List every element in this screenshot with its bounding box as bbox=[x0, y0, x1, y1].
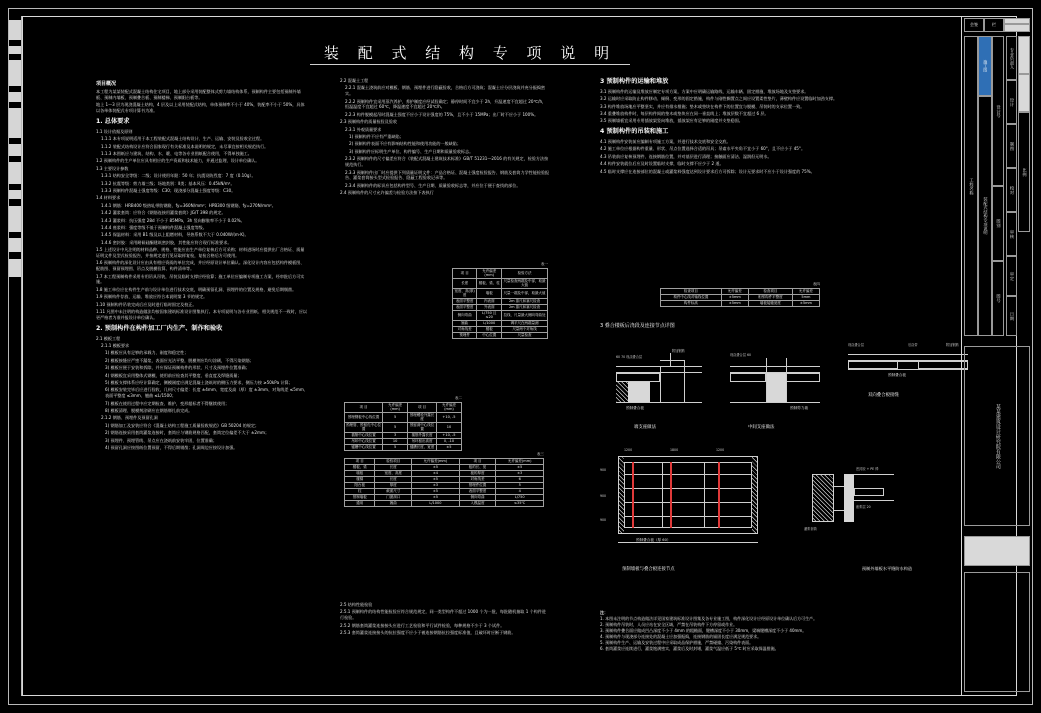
c2-item-7: 2) 预制构件表面不应有影响结构性能和使用功能的一般缺陷； bbox=[349, 141, 461, 147]
table-one bbox=[452, 268, 548, 339]
c2-item-15: 2.5.2 钢筋套筒灌浆连接接头应进行工艺检验和平行试件检验，每种规格不少于 3 个试件。 bbox=[340, 622, 505, 628]
table-row: 宽度、高(厚)度 墙板 尺量一端及中部，取最大值 bbox=[453, 288, 548, 298]
tb-blue-tag: 施工图 bbox=[978, 36, 992, 96]
tb-row-project: 工程名称 bbox=[964, 36, 978, 336]
c2-item-0: 2.2 混凝土工程 bbox=[340, 78, 369, 83]
c1-item-12: 1.4.3 灌浆料：抗压强度 28d 不小于 85MPa，3h 竖向膨胀率不小于 0.02%。 bbox=[101, 217, 245, 223]
tb-fill-2 bbox=[1018, 74, 1030, 112]
plan-caption: 预制墙板与叠合板连接节点 bbox=[622, 567, 675, 572]
heading-transport-storage: 3 预制构件的运输和堆放 bbox=[600, 78, 669, 85]
c2-item-1: 2.2.1 混凝土浇筑前应对模板、钢筋、预埋件进行隐蔽验收，合格后方可浇筑；混凝土应分层浇筑并充分振捣密实。 bbox=[345, 85, 546, 97]
c1b-item-4: 3) 模板应便于安装和拆除，并应保证预制构件的形状、尺寸及预埋件位置准确； bbox=[105, 365, 250, 371]
detail-two-way-seam: 现浇叠合层 后浇带 附加钢筋 预制叠合板 bbox=[846, 336, 976, 384]
c1b-item-6: 5) 模板支撑体系应经计算确定，侧模刚度应满足混凝土浇筑时的侧压力要求，侧压力按 ≥50kPa 计算； bbox=[105, 379, 293, 385]
overview-heading: 项目概况 bbox=[96, 80, 117, 87]
c1b-item-13: 3) 预埋件、预埋管线、吊点应在浇筑前安装牢固，位置准确； bbox=[105, 437, 217, 443]
c2-item-6: 1) 预制构件不应有严重缺陷； bbox=[349, 134, 404, 140]
table-three bbox=[344, 458, 544, 507]
c2-item-14: 2.5.1 预制构件的结构性能检验应符合规范规定，同一类型构件不超过 1000 个为一批，每批随机抽取 1 个构件进行检验。 bbox=[340, 609, 546, 621]
title-block bbox=[961, 16, 1033, 696]
tb-extra bbox=[964, 572, 1030, 692]
overview-para-1: 本工程为某某装配式混凝土结构住宅项目，地上部分采用装配整体式剪力墙结构体系，预制构件主要包括预制外墙板、预制内墙板、预制叠合板、预制楼梯、预制阳台板等。 bbox=[96, 89, 301, 100]
c1-item-19: 1.8 施工单位应在构件生产前与设计单位进行技术交底，明确预留孔洞、预埋件的位置及规格，避免后期剔凿。 bbox=[96, 286, 297, 292]
c2-item-5: 2.3.1 外观质量要求 bbox=[345, 126, 382, 132]
c1-item-13: 1.4.4 座浆料：强度等级不低于预制构件混凝土强度等级。 bbox=[101, 225, 207, 231]
detail-b-caption: 中间支座做法 bbox=[748, 425, 775, 430]
table-row: 侧向弯曲 L/750 且 ≤20 拉线、尺量最大侧向弯曲处 bbox=[453, 310, 548, 320]
heading-general-requirements: 1. 总体要求 bbox=[96, 117, 130, 125]
c2-item-13: 2.5 结构性能检验 bbox=[340, 602, 373, 607]
t3-h1: 检验项目 bbox=[375, 458, 412, 464]
c1-item-0: 1.1 设计依据及原则 bbox=[96, 128, 133, 134]
notes-title: 注： bbox=[600, 610, 608, 615]
t2-h0: 项 目 bbox=[345, 402, 383, 412]
table-row: 长度 楼板、梁、柱 尺量检查两端及中部，取最大值 bbox=[453, 278, 548, 288]
c1b-item-11: 1) 钢筋加工及安装应符合《混凝土结构工程施工质量验收规范》GB 50204 的规定； bbox=[105, 422, 260, 428]
c4-item-0: 4.1 预制构件安装前应编制专项施工方案，并进行技术交底和安全交底。 bbox=[600, 139, 731, 145]
table-row: 插筋中心线位置 3 插筋外露长度 +10, -5 bbox=[345, 432, 462, 438]
title-underline bbox=[310, 64, 630, 65]
table-row: 柱 截面尺寸 ±5 表面平整度 4 bbox=[345, 488, 544, 494]
c1b-item-12: 2) 钢筋连接采用套筒灌浆连接时，套筒应与钢筋规格匹配，套筒定位偏差不大于 ±2mm； bbox=[105, 430, 270, 436]
table-one-wrap bbox=[452, 262, 548, 339]
tb-row-tuhao: 图号 bbox=[992, 261, 1004, 336]
note-2: 2. 预制构件吊装时，人员应站在安全区域，严禁在吊装构件下方停留或作业。 bbox=[600, 622, 738, 627]
detail-mid-support: 现浇叠合层 60 预制剪力墙 bbox=[728, 340, 838, 412]
column-two-tail bbox=[340, 602, 550, 637]
t2-h3: 允许偏差(mm) bbox=[436, 402, 461, 412]
c3-item-4: 3.5 预制墙板宜采用专用插放架竖向堆放，插放架应有足够的刚度并支垫稳固。 bbox=[600, 118, 743, 124]
c1-item-17: 1.6 预制构件的深化设计应由具有相应资质的单位完成，并应经原设计单位确认。深化设计内容应包括构件模板图、配筋图、预留预埋图、吊点及脱模验算、构件清单等。 bbox=[96, 260, 305, 272]
tb-row-design: 设计 bbox=[1006, 80, 1017, 124]
c2-item-9: 2.3.2 预制构件的尺寸偏差应符合《装配式混凝土建筑技术标准》GB/T 51231—2016 的有关规定，检验方法按规范执行。 bbox=[345, 156, 549, 168]
c4-item-2: 4.3 吊装前应复核预埋件、连接钢筋位置，并对基层进行清理；接触面应清洁、湿润但无明水。 bbox=[600, 153, 772, 159]
c3-item-2: 3.3 构件堆放场地应平整坚实，并应有排水措施；垫木或垫块在构件下的位置宜与脱模、吊装时的支承位置一致。 bbox=[600, 103, 805, 109]
tb-row-designno: 设计号 bbox=[992, 36, 1004, 186]
c1-item-9: 1.4 材料要求 bbox=[96, 195, 121, 201]
column-one bbox=[96, 78, 308, 452]
table-row: 表面平整度 内表面 2m 靠尺和塞尺检查 bbox=[453, 298, 548, 304]
detail-end-support: 60 70 现浇叠合层 附加钢筋 预制叠合板 bbox=[612, 340, 722, 412]
note-1: 1. 本图未注明的节点构造做法详见国家建筑标准设计图集及各专业施工图，构件深化设计应经原设计单位确认后方可生产。 bbox=[600, 616, 818, 621]
tb-logo-box bbox=[964, 536, 1030, 566]
c1-item-10: 1.4.1 钢筋：HRB400 级热轧带肋钢筋，fy=360N/mm²；HPB300 级钢筋，fy=270N/mm²。 bbox=[101, 202, 276, 208]
c2-item-2: 2.2.2 预制构件宜采用蒸汽养护，养护制度应经试验确定；静停时间不宜少于 2h，升温速度不宜超过 20℃/h，恒温温度不宜超过 60℃，降温速度不宜超过 20℃/h。 bbox=[345, 98, 547, 110]
column-two bbox=[340, 78, 550, 198]
c4-item-4: 4.5 临时支撑应在连接部位的混凝土或灌浆料强度达到设计要求后方可拆除；设计无要求时不应小于设计强度的 75%。 bbox=[600, 168, 815, 174]
table-row: 阳台板 厚度 ±3 预埋件位置 5 bbox=[345, 482, 544, 488]
t4-h0: 检查项目 bbox=[661, 288, 722, 294]
c1-item-7: 1.3.2 抗震等级：剪力墙三级；场地类别：Ⅱ类；基本风压：0.45kN/m²。 bbox=[101, 180, 235, 186]
table-row: 预埋管、预留孔中心位置 5 预留洞中心线位置 10 bbox=[345, 422, 462, 432]
table-row: 构件中心线对轴线位置 ±5mm 相邻构件平整度 5mm bbox=[661, 294, 820, 300]
tb-sign-label-0: 会签 bbox=[964, 18, 984, 32]
table-two bbox=[344, 402, 462, 451]
c1-item-20: 1.9 预制构件存放、运输、堆放应符合本说明第 3 节的规定。 bbox=[96, 294, 208, 300]
c1-item-4: 1.2 预制构件的生产单位应具有相应的生产资质和技术能力，并通过监理、设计单位确认。 bbox=[96, 158, 260, 164]
c1b-item-14: 4) 预留孔洞应按图纸位置预留，不得后期剔凿；孔洞周边应按设计加强。 bbox=[105, 445, 238, 451]
t4-h3: 允许偏差 bbox=[792, 288, 819, 294]
c3-item-1: 3.2 运输时应采取防止构件移动、倾倒、变形的固定措施，构件与刚性搁置点之间应设置柔性垫片，薄壁构件应设置临时加劲支撑。 bbox=[600, 96, 838, 102]
table-four-wrap bbox=[660, 282, 820, 307]
note-3: 3. 预制构件叠合面应做成凹凸深度不小于 4mm 的粗糙面，键槽深度不小于 30mm，梁端键槽深度不小于 40mm。 bbox=[600, 628, 807, 633]
t3-h0: 项 目 bbox=[345, 458, 375, 464]
c1b-item-3: 2) 模板接缝应严密不漏浆，表面应光洁平整，脱模剂应均匀涂刷，不得污染钢筋； bbox=[105, 357, 254, 363]
c1-item-14: 1.4.5 保温材料：采用 B1 级及以上阻燃材料，导热系数不大于 0.040W/(m·K)。 bbox=[101, 232, 249, 238]
c1b-item-0: 2.1 模板工程 bbox=[96, 335, 121, 341]
note-5: 5. 预制构件生产、运输及安装过程中应采取成品保护措施，严禁碰撞、污染构件表面。 bbox=[600, 640, 754, 645]
table-row: 预制墙板 门窗洞口 ±5 侧向弯曲 L/750 bbox=[345, 494, 544, 500]
detail-wall-joint-waterproof: 密封胶 + PE 棒 座浆层 20 灌浆套筒 bbox=[800, 460, 980, 560]
t1-h2: 检验方法 bbox=[502, 268, 548, 278]
table-row: 预埋件 中心位置 尺量检查 bbox=[453, 332, 548, 338]
tb-row-draft: 制图 bbox=[1006, 124, 1017, 168]
c1-item-6: 1.3.1 结构安全等级：二级；设计使用年限：50 年；抗震设防烈度：7 度（0.10g）。 bbox=[101, 173, 256, 179]
c1-item-15: 1.4.6 密封胶：采用耐候硅酮建筑密封胶，其性能应符合现行标准要求。 bbox=[101, 239, 232, 245]
c2-item-10: 2.3.3 预制构件出厂时应提供下列质量证明文件：产品合格证、混凝土强度检验报告、钢筋及套筒力学性能检验报告、灌浆套筒接头型式检验报告、隐蔽工程验收记录等。 bbox=[345, 169, 550, 181]
t4-h1: 允许偏差 bbox=[721, 288, 748, 294]
table-four bbox=[660, 288, 820, 307]
detail-c-caption: 双向叠合板接缝 bbox=[868, 393, 899, 398]
t3-h2: 允许偏差(mm) bbox=[412, 458, 460, 464]
c1-item-16: 1.5 上述设计中凡注明的材料品种、规格、性能应由生产单位复核后方可采购；材料进场时应提供出厂合格证、质量证明文件及型式检验报告，并按规定进行见证取样复检，复检合格后方可使用。 bbox=[96, 247, 305, 259]
table-row: 翘曲 L/1000 调平尺在两端量测 bbox=[453, 320, 548, 326]
c3-item-3: 3.4 重叠堆放构件时，每层构件间的垫木或垫块应在同一垂直线上；堆放层数不宜超过 6 层。 bbox=[600, 111, 769, 117]
column-three bbox=[600, 78, 860, 176]
detail-e-caption: 预制外墙板水平缝防水构造 bbox=[861, 566, 913, 571]
table-two-wrap bbox=[344, 396, 462, 451]
page-title: 装 配 式 结 构 专 项 说 明 bbox=[323, 44, 617, 62]
detail-a-caption: 端支座做法 bbox=[634, 425, 656, 430]
tb-row-review: 审核 bbox=[1006, 212, 1017, 256]
c2-item-12: 2.4 预制构件的尺寸允许偏差与检验方法按下表执行 bbox=[340, 190, 434, 196]
t4-h2: 检查项目 bbox=[748, 288, 792, 294]
c2-item-8: 3) 预制构件应标明生产单位、构件编号、生产日期和质量验收标志。 bbox=[349, 148, 474, 154]
c1b-item-8: 7) 模板在使用过程中应定期检查、维护，变形超标者不得继续使用； bbox=[105, 400, 230, 406]
tb-fill-1 bbox=[1018, 36, 1030, 74]
tb-row-date: 日期 bbox=[1006, 296, 1017, 336]
tb-row-approve: 审定 bbox=[1006, 256, 1017, 296]
c1-item-1: 1.1.1 本专项说明适用于本工程装配式混凝土结构设计、生产、运输、安装及验收全过程。 bbox=[101, 136, 265, 142]
general-notes bbox=[600, 610, 980, 652]
t1-h0: 项 目 bbox=[453, 268, 477, 278]
t3-h3: 项 目 bbox=[459, 458, 496, 464]
c1b-item-10: 2.1.2 钢筋、预埋件及预留孔洞 bbox=[101, 415, 158, 421]
c1-item-11: 1.4.2 灌浆套筒：应符合《钢筋连接用灌浆套筒》JG/T 398 的规定。 bbox=[101, 210, 226, 216]
c1-item-21: 1.10 预制构件吊装完成后应及时进行临时固定及校正。 bbox=[96, 301, 197, 307]
table-row: 楼板、梁 长度 ±5 板的长、宽 ±5 bbox=[345, 464, 544, 470]
c4-item-1: 4.2 施工单位应根据构件重量、形状、吊点位置选择合适的吊具；吊索水平夹角不宜小于 60°，且不应小于 45°。 bbox=[600, 146, 806, 152]
table-one-caption: 表一 bbox=[540, 262, 548, 266]
figure-title: 3 叠合楼板后浇段及连接节点详图 bbox=[600, 323, 675, 329]
tb-row-tubie: 图别 bbox=[992, 186, 1004, 261]
table-three-wrap bbox=[344, 452, 544, 507]
c2-item-11: 2.3.4 预制构件的标识应包括构件型号、生产日期、质量验收标志等，并应位于便于查找的部位。 bbox=[345, 182, 521, 188]
tb-row-scale: 比例 bbox=[1018, 112, 1030, 232]
table-row: 对角线差 楼板 尺量两个对角线 bbox=[453, 326, 548, 332]
c1b-item-7: 6) 模板安装完毕后应进行验收，几何尺寸偏差：长度 ±4mm、宽度及高（厚）度 ±3mm、对角线差 ≤5mm、表面平整度 ≤3mm、翘曲 ≤L/1500； bbox=[105, 387, 308, 399]
overview-para-2: 地上 1～3 层为现浇混凝土结构，4 层及以上采用装配式结构，单体预制率不小于 40%，装配率不小于 50%，具体以各单体装配式专项计算书为准。 bbox=[96, 102, 305, 114]
c3-item-0: 3.1 预制构件的运输及堆放应制定专项方案，方案中应明确运输路线、运输车辆、固定措施、堆放场地及支垫要求。 bbox=[600, 88, 809, 94]
c4-item-3: 4.4 构件安装就位后应及时设置临时支撑，临时支撑不应少于 2 道。 bbox=[600, 161, 724, 167]
table-row: 构件标高 ±5mm 墙板接缝宽度 ±5mm bbox=[661, 300, 820, 306]
heading-factory-production: 2. 预制构件在构件加工厂内生产、制作和验收 bbox=[96, 324, 223, 332]
c1b-item-9: 8) 模板清理、脱模剂涂刷应在钢筋绑扎前完成。 bbox=[105, 408, 193, 413]
table-row: 墙板 宽度、高度 ±4 板的厚度 ±3 bbox=[345, 470, 544, 476]
table-three-caption: 表三 bbox=[536, 452, 544, 456]
tb-row-leader: 专业负责人 bbox=[1006, 36, 1017, 80]
c1-item-18: 1.7 本工程预制构件采用专用吊具吊装，吊装及临时支撑应经验算；施工单位应编制专项施工方案，经审批后方可实施。 bbox=[96, 273, 305, 285]
tb-company: 某某建筑设计研究院有限公司 bbox=[964, 346, 1030, 526]
c2-item-4: 2.3 预制构件的质量检验及验收 bbox=[340, 119, 397, 125]
t1-h1: 允许偏差(mm) bbox=[477, 268, 502, 278]
t3-h4: 允许偏差(mm) bbox=[496, 458, 544, 464]
c2-item-16: 2.5.3 套筒灌浆连接接头的抗拉强度不应小于被连接钢筋抗拉强度标准值，且破坏时应断于钢筋。 bbox=[340, 630, 516, 636]
tb-sign-label-1: 栏 bbox=[984, 18, 1004, 32]
heading-erection: 4 预制构件的吊装和施工 bbox=[600, 128, 669, 136]
c1-item-5: 1.3 主要设计参数 bbox=[96, 165, 129, 171]
c1-item-3: 1.1.3 本图纸应与建筑、结构、水、暖、电等各专业图纸配合使用，不得单独施工。 bbox=[101, 150, 252, 156]
table-row: 通用 翘曲 L/1000 入模温度 ≤35℃ bbox=[345, 500, 544, 506]
plan-slab-layout: 1200 1800 1200 900 900 900 预制叠合板（厚 60） bbox=[600, 448, 780, 558]
t2-h2: 项 目 bbox=[408, 402, 437, 412]
tb-row-check: 校对 bbox=[1006, 168, 1017, 212]
table-row: 表面平整度 外表面 2m 靠尺和塞尺检查 bbox=[453, 304, 548, 310]
table-row: 吊环中心线位置 10 吊环留出高度 0, -10 bbox=[345, 438, 462, 444]
table-row: 楼梯 长度 ±5 对角线差 6 bbox=[345, 476, 544, 482]
c2-item-3: 2.2.3 构件脱模起吊时混凝土强度不应小于设计强度的 75%，且不小于 15MPa；出厂时不应小于 100%。 bbox=[345, 111, 539, 117]
table-two-caption: 表二 bbox=[454, 396, 462, 400]
table-four-caption: 表四 bbox=[812, 282, 820, 286]
c1b-item-1: 2.1.1 模板要求 bbox=[101, 342, 130, 348]
c1-item-22: 1.11 凡图中未注明的构造做法均按国家建筑标准设计图集执行。本专项说明与各专业图纸、相关规范不一致时，应以更严格者为准并报设计单位确认。 bbox=[96, 309, 308, 320]
tb-stamp-label: 装配式结构专项说明 bbox=[978, 96, 992, 336]
table-row: 预埋钢板中心线位置 5 预埋螺栓外露长度 +10, -5 bbox=[345, 412, 462, 422]
c1b-item-2: 1) 模板应具有足够的承载力、刚度和稳定性； bbox=[105, 350, 189, 356]
left-margin-ticks bbox=[8, 16, 22, 696]
table-row: 键槽中心线位置 5 键槽长度、宽度 ±5 bbox=[345, 444, 462, 450]
c1b-item-5: 4) 钢模板宜采用整体式钢模，使用前应检查其平整度、垂直度及焊缝质量； bbox=[105, 372, 242, 378]
c1-item-2: 1.1.2 装配式结构设计应符合国家现行有关标准及本说明的规定，未尽事宜按相关规范执行。 bbox=[101, 143, 269, 149]
c1-item-8: 1.3.3 预制构件混凝土强度等级：C30；现浇部分混凝土强度等级：C30。 bbox=[101, 187, 236, 193]
note-6: 6. 套筒灌浆应连续进行，灌浆饱满密实，灌浆后及时封堵，灌浆气温应低于 5℃ 时应采取保温措施。 bbox=[600, 646, 779, 651]
note-4: 4. 预制构件与现浇部分连接处的混凝土应加强振捣，连接钢筋的锚固长度应满足规范要求。 bbox=[600, 634, 762, 639]
t2-h1: 允许偏差(mm) bbox=[383, 402, 408, 412]
tb-sign-fill-b bbox=[1004, 24, 1030, 32]
